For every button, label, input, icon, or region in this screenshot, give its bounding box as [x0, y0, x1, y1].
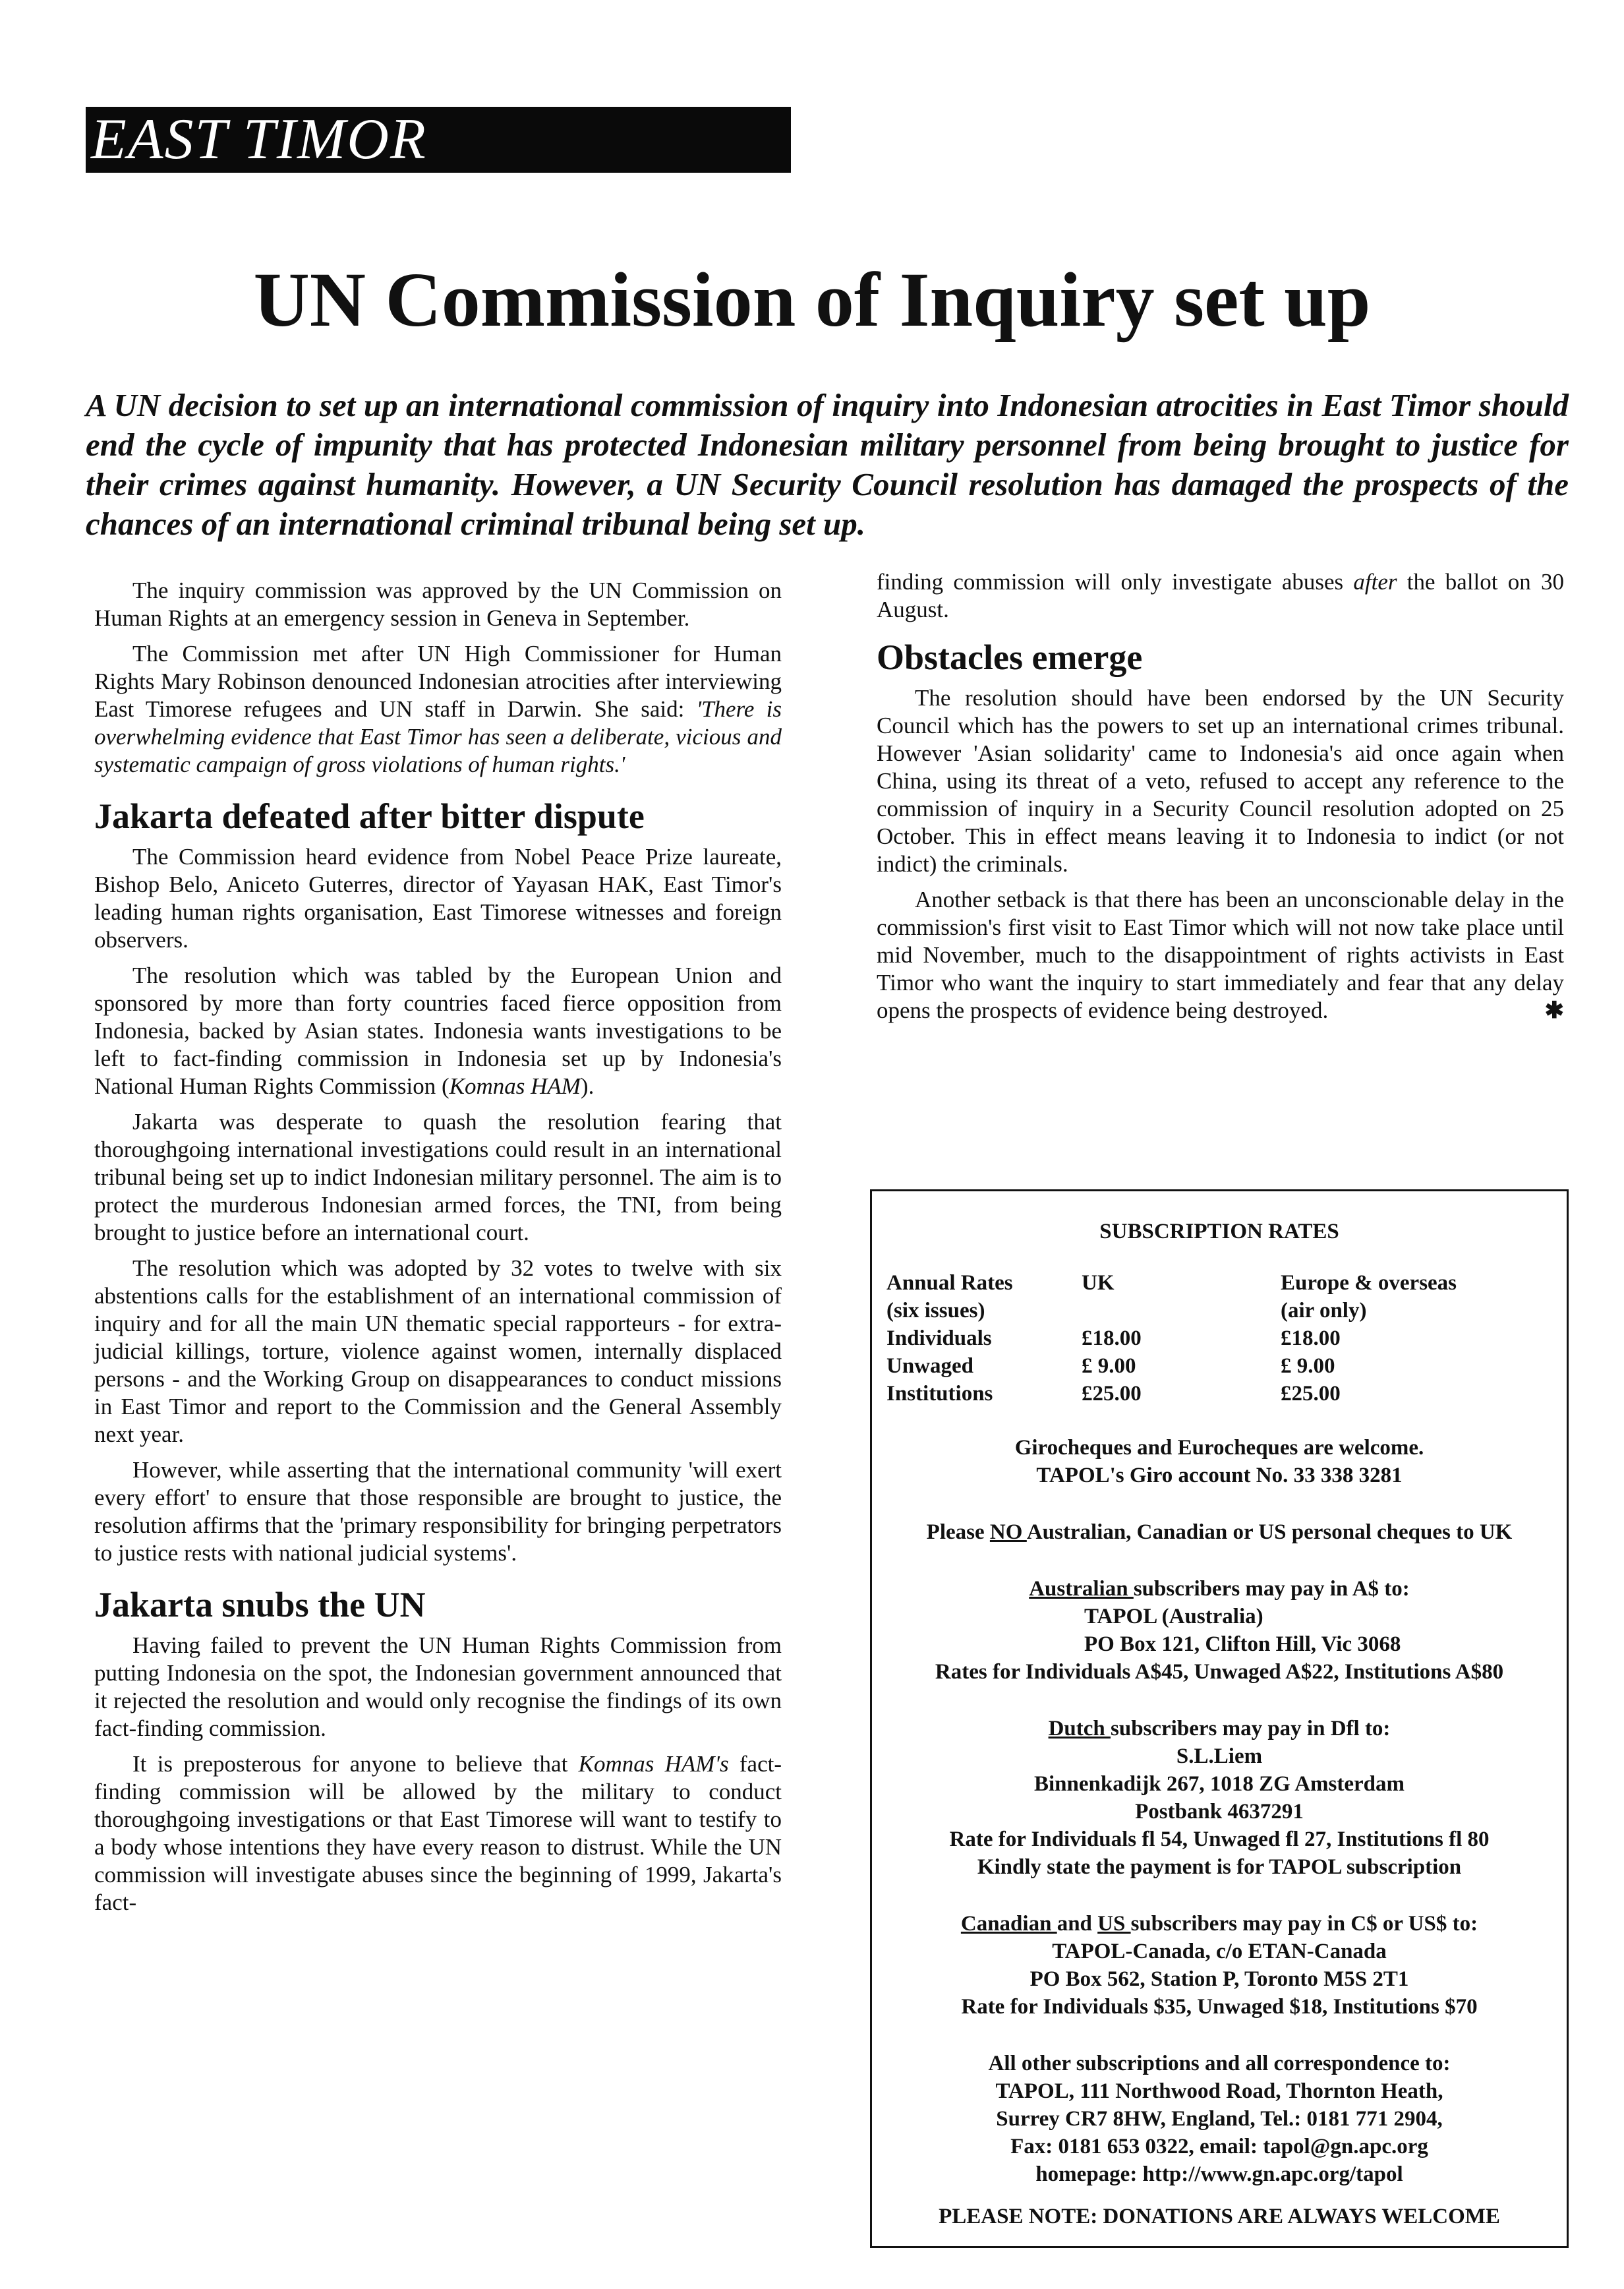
- table-cell: [1082, 1297, 1281, 1324]
- table-cell: (air only): [1281, 1299, 1367, 1323]
- canadian-name: TAPOL-Canada, c/o ETAN-Canada: [1052, 1940, 1387, 1963]
- table-cell: Institutions: [886, 1382, 993, 1406]
- text: fact-finding commission will be allowed by the military to conduct thoroughgoing investigations or that East Timorese will want to testify to a body whose intentions they have every reason to distrust. While the UN commission will investigate abuses since the beginning of 1999, Jakarta's fact-: [94, 1751, 782, 1915]
- paragraph: The resolution which was adopted by 32 votes to twelve with six abstentions calls for the establishment of an international commission of inquiry and for all the main UN thematic special rapporteurs - for extra-judicial killings, torture, violence against women, internally displaced persons - and the Working Group on disappearances to conduct missions in East Timor and report to the Commission and the General Assembly next year.: [94, 1255, 782, 1447]
- table-cell: Annual Rates: [886, 1271, 1013, 1295]
- end-mark-icon: ✱: [1544, 997, 1564, 1023]
- paragraph: However, while asserting that the international community 'will exert every effort' to ensure that those responsible are brought to justice, the resolution affirms that the 'primary responsibility for bringing perpetrators to justice rests with national judicial systems'.: [94, 1457, 782, 1566]
- dutch-line: [886, 1715, 1552, 1742]
- dutch-address: Binnenkadijk 267, 1018 ZG Amsterdam: [1034, 1772, 1405, 1796]
- canadian-block: [886, 1910, 1552, 2021]
- section-label: EAST TIMOR: [91, 107, 427, 171]
- paragraph: [94, 640, 782, 779]
- table-cell: Europe & overseas: [1281, 1271, 1457, 1295]
- table-cell: £18.00: [1082, 1326, 1142, 1350]
- subscription-box: [870, 1189, 1569, 2248]
- paragraph: Jakarta was desperate to quash the resolution fearing that thoroughgoing international investigations could result in an international tribunal being set up to indict Indonesian military personnel. The aim is to protect the murderous Indonesian armed forces, the TNI, from being brought to justice before an international court.: [94, 1109, 782, 1245]
- table-row: [886, 1380, 1552, 1408]
- australian-name: TAPOL (Australia): [1084, 1605, 1263, 1628]
- paragraph: The inquiry commission was approved by the UN Commission on Human Rights at an emergency session in Geneva in September.: [94, 578, 782, 631]
- table-cell: Individuals: [886, 1326, 992, 1350]
- subheading: Obstacles emerge: [877, 638, 1143, 677]
- headline: UN Commission of Inquiry set up: [253, 256, 1371, 343]
- australian-line: [886, 1575, 1552, 1603]
- giro-account: TAPOL's Giro account No. 33 338 3281: [1036, 1464, 1403, 1487]
- subheading: Jakarta snubs the UN: [94, 1585, 426, 1624]
- paragraph: [94, 1750, 782, 1917]
- text: Please: [926, 1520, 990, 1544]
- left-column: [94, 577, 782, 1924]
- text: It is preposterous for anyone to believe that: [132, 1751, 579, 1777]
- subscription-title: SUBSCRIPTION RATES: [1099, 1220, 1339, 1243]
- giro-line: Girocheques and Eurocheques are welcome.: [1014, 1436, 1424, 1460]
- text: and: [1057, 1912, 1098, 1936]
- underlined-text: US: [1097, 1912, 1131, 1936]
- table-cell: £25.00: [1082, 1382, 1142, 1406]
- text: The resolution which was tabled by the European Union and sponsored by more than forty countries faced fierce opposition from Indonesia, backed by Asian states. Indonesia wants investigations to be left to fact-finding commission in Indonesia set up by Indonesia's National Human Rights Commission (: [94, 963, 782, 1099]
- table-cell: £25.00: [1281, 1382, 1341, 1406]
- text: finding commission will only investigate abuses: [877, 569, 1354, 595]
- table-cell: £18.00: [1281, 1326, 1341, 1350]
- italic-text: after: [1353, 569, 1397, 595]
- underlined-text: NO: [989, 1520, 1027, 1544]
- paragraph: The Commission heard evidence from Nobel Peace Prize laureate, Bishop Belo, Aniceto Guterres, director of Yayasan HAK, East Timor's leading human rights organisation, East Timorese witnesses and foreign observers.: [94, 844, 782, 953]
- dutch-note: Kindly state the payment is for TAPOL subscription: [977, 1855, 1462, 1879]
- no-cheques-line: [886, 1518, 1552, 1546]
- text: ).: [580, 1073, 594, 1099]
- table-row: [886, 1352, 1552, 1380]
- table-cell: UK: [1082, 1271, 1115, 1295]
- text: subscribers may pay in C$ or US$ to:: [1130, 1912, 1478, 1936]
- correspondence-line: TAPOL, 111 Northwood Road, Thornton Heath,: [995, 2079, 1443, 2103]
- correspondence-block: [886, 2050, 1552, 2188]
- dutch-block: [886, 1715, 1552, 1881]
- australian-address: PO Box 121, Clifton Hill, Vic 3068: [1084, 1632, 1401, 1656]
- italic-text: Komnas HAM: [449, 1073, 581, 1099]
- canadian-rates: Rate for Individuals $35, Unwaged $18, Institutions $70: [961, 1995, 1478, 2019]
- table-row: [886, 1269, 1552, 1297]
- correspondence-line: Surrey CR7 8HW, England, Tel.: 0181 771 2904,: [996, 2107, 1443, 2131]
- dutch-name: S.L.Liem: [1176, 1744, 1263, 1768]
- australian-block: [886, 1575, 1552, 1686]
- canadian-line: [886, 1910, 1552, 1938]
- section-label-bar: [86, 107, 791, 173]
- paragraph: [94, 962, 782, 1100]
- dutch-bank: Postbank 4637291: [1135, 1800, 1304, 1824]
- table-cell: (six issues): [886, 1299, 985, 1323]
- paragraph: The resolution should have been endorsed by the UN Security Council which has the powers to set up an international crimes tribunal. However 'Asian solidarity' came to Indonesia's aid once again when China, using its threat of a veto, refused to accept any reference to the commission of inquiry in a Security Council resolution adopted on 25 October. This in effect means leaving it to Indonesia to indict (or not indict) the criminals.: [877, 685, 1564, 877]
- correspondence-line: Fax: 0181 653 0322, email: tapol@gn.apc.org: [1010, 2135, 1428, 2158]
- subheading: Jakarta defeated after bitter dispute: [94, 796, 645, 836]
- italic-text: Komnas HAM's: [578, 1751, 729, 1777]
- underlined-text: Australian: [1029, 1577, 1134, 1601]
- paragraph: Having failed to prevent the UN Human Rights Commission from putting Indonesia on the spot, the Indonesian government announced that it rejected the resolution and would only recognise the findings of its own fact-finding commission.: [94, 1632, 782, 1741]
- table-cell: £ 9.00: [1082, 1354, 1136, 1378]
- right-column: [877, 568, 1564, 1032]
- paragraph: [877, 886, 1564, 1025]
- table-row: [886, 1297, 1552, 1324]
- no-cheques-notice: [886, 1518, 1552, 1546]
- table-cell: £ 9.00: [1281, 1354, 1335, 1378]
- rates-table: [886, 1269, 1552, 1408]
- text: subscribers may pay in A$ to:: [1133, 1577, 1410, 1601]
- dutch-rates: Rate for Individuals fl 54, Unwaged fl 27, Institutions fl 80: [949, 1828, 1490, 1851]
- quote: 'There is overwhelming evidence that East Timor has seen a deliberate, vicious and systematic campaign of gross violations of human rights.': [94, 696, 782, 777]
- standfirst: A UN decision to set up an international commission of inquiry into Indonesian atrocities in East Timor should end the cycle of impunity that has protected Indonesian military personnel from being brought to justice for their crimes against humanity. However, a UN Security Council resolution has damaged the prospects of the chances of an international criminal tribunal being set up.: [86, 387, 1569, 542]
- table-row: [886, 1324, 1552, 1352]
- giro-block: [886, 1434, 1552, 1489]
- text: subscribers may pay in Dfl to:: [1111, 1717, 1391, 1740]
- table-cell: Unwaged: [886, 1354, 974, 1378]
- text: the ballot on 30 August.: [877, 569, 1564, 622]
- underlined-text: Canadian: [960, 1912, 1057, 1936]
- donations-note: PLEASE NOTE: DONATIONS ARE ALWAYS WELCOME: [939, 2205, 1500, 2228]
- correspondence-line: homepage: http://www.gn.apc.org/tapol: [1035, 2162, 1403, 2186]
- correspondence-line: All other subscriptions and all correspondence to:: [988, 2052, 1451, 2075]
- text: Another setback is that there has been an unconscionable delay in the commission's first visit to East Timor which will not now take place until mid November, much to the disappointment of rights activists in East Timor who want the inquiry to start immediately and fear that any delay opens the prospects of evidence being destroyed.: [877, 887, 1564, 1023]
- text: Australian, Canadian or US personal cheques to UK: [1026, 1520, 1513, 1544]
- paragraph: [877, 568, 1564, 624]
- australian-rates: Rates for Individuals A$45, Unwaged A$22, Institutions A$80: [935, 1660, 1504, 1684]
- underlined-text: Dutch: [1048, 1717, 1111, 1740]
- text: The Commission met after UN High Commissioner for Human Rights Mary Robinson denounced Indonesian atrocities after interviewing East Timorese refugees and UN staff in Darwin. She said:: [94, 641, 782, 722]
- canadian-address: PO Box 562, Station P, Toronto M5S 2T1: [1030, 1967, 1409, 1991]
